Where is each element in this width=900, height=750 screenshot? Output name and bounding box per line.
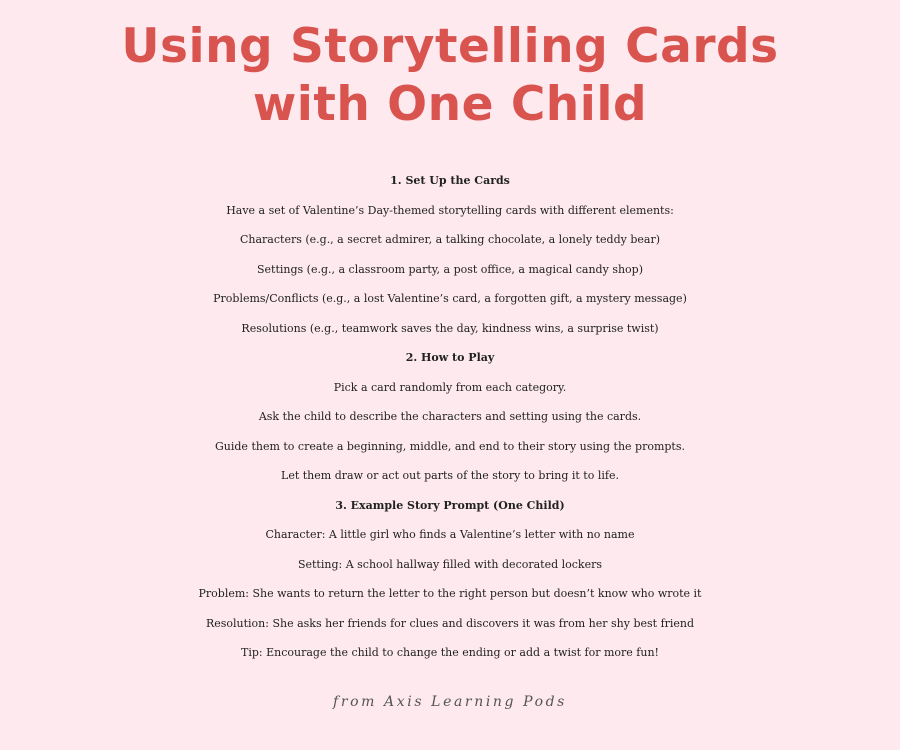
example-resolution: Resolution: She asks her friends for clues and discovers it was from her shy best friend bbox=[205, 616, 695, 630]
card-type-settings: Settings (e.g., a classroom party, a post office, a magical candy shop) bbox=[256, 262, 643, 276]
footer-credit: from Axis Learning Pods bbox=[333, 694, 567, 710]
play-step-1: Pick a card randomly from each category. bbox=[333, 380, 567, 394]
title-line-1: Using Storytelling Cards bbox=[121, 19, 779, 74]
play-step-2: Ask the child to describe the characters and setting using the cards. bbox=[258, 410, 642, 423]
example-setting: Setting: A school hallway filled with decorated lockers bbox=[297, 557, 603, 571]
section-2-heading: 2. How to Play bbox=[405, 351, 495, 364]
example-character: Character: A little girl who finds a Valentine’s letter with no name bbox=[265, 528, 635, 541]
section-1-intro: Have a set of Valentine’s Day-themed storytelling cards with different elements: bbox=[226, 203, 674, 217]
card-type-problems: Problems/Conflicts (e.g., a lost Valentine’s card, a forgotten gift, a mystery message) bbox=[213, 292, 687, 305]
section-1-heading: 1. Set Up the Cards bbox=[390, 174, 510, 187]
play-step-4: Let them draw or act out parts of the story to bring it to life. bbox=[281, 469, 619, 482]
section-3-heading: 3. Example Story Prompt (One Child) bbox=[335, 498, 565, 512]
example-problem: Problem: She wants to return the letter to the right person but doesn’t know who wrote it bbox=[198, 587, 702, 600]
page-title bbox=[0, 18, 900, 134]
example-tip: Tip: Encourage the child to change the ending or add a twist for more fun! bbox=[241, 646, 659, 659]
instructions-body bbox=[0, 166, 900, 668]
title-line-2: with One Child bbox=[252, 77, 648, 132]
card-type-characters: Characters (e.g., a secret admirer, a talking chocolate, a lonely teddy bear) bbox=[239, 233, 661, 246]
play-step-3: Guide them to create a beginning, middle, and end to their story using the prompts. bbox=[215, 439, 685, 453]
card-type-resolutions: Resolutions (e.g., teamwork saves the day, kindness wins, a surprise twist) bbox=[241, 321, 659, 335]
